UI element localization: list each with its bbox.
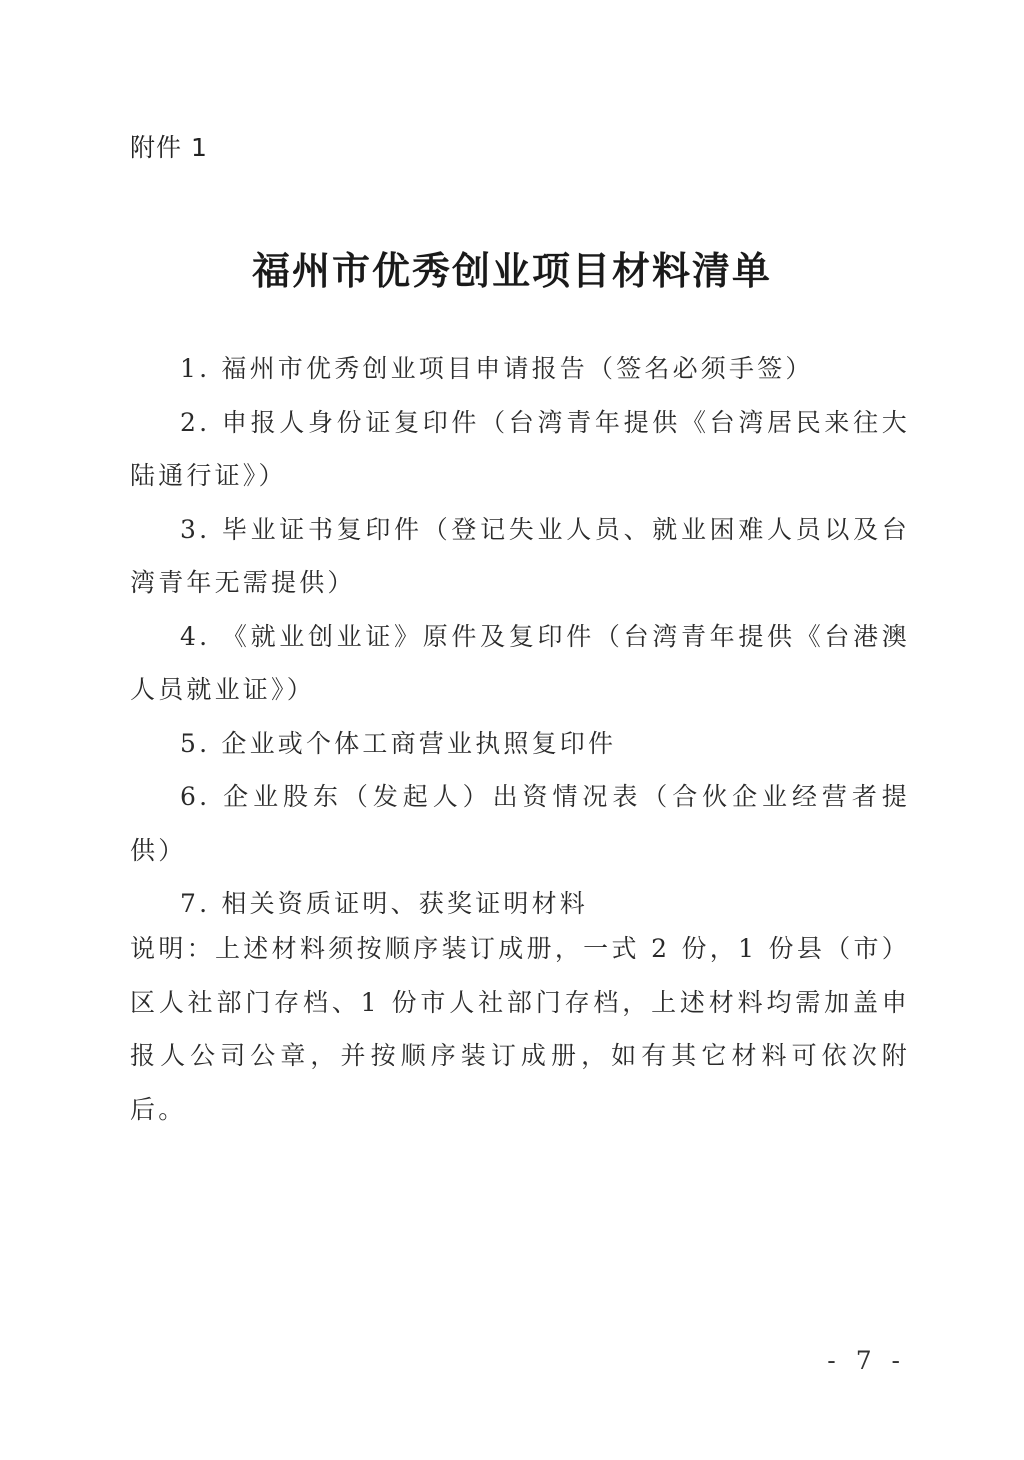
list-item: 4. 《就业创业证》原件及复印件（台湾青年提供《台港澳人员就业证》） <box>130 621 910 704</box>
note-text: 说明：上述材料须按顺序装订成册，一式 2 份，1 份县（市）区人社部门存档、1 份市人社部门存档，上述材料均需加盖申报人公司公章，并按顺序装订成册，如有其它材料可依次附后。 <box>130 934 910 1124</box>
list-item: 5. 企业或个体工商营业执照复印件 <box>180 728 617 758</box>
page-title: 福州市优秀创业项目材料清单 <box>251 249 772 293</box>
list-item: 7. 相关资质证明、获奖证明材料 <box>180 889 589 918</box>
list-item: 6. 企业股东（发起人）出资情况表（合伙企业经营者提供） <box>130 782 910 865</box>
note-section <box>130 922 910 1136</box>
list-item: 3. 毕业证书复印件（登记失业人员、就业困难人员以及台湾青年无需提供） <box>130 514 910 597</box>
attachment-label: 附件 1 <box>130 133 208 162</box>
list-item: 1. 福州市优秀创业项目申请报告（签名必须手签） <box>180 354 814 383</box>
page-number: - 7 - <box>827 1346 906 1375</box>
list-item: 2. 申报人身份证复印件（台湾青年提供《台湾居民来往大陆通行证》） <box>130 407 910 490</box>
materials-list <box>130 342 910 931</box>
